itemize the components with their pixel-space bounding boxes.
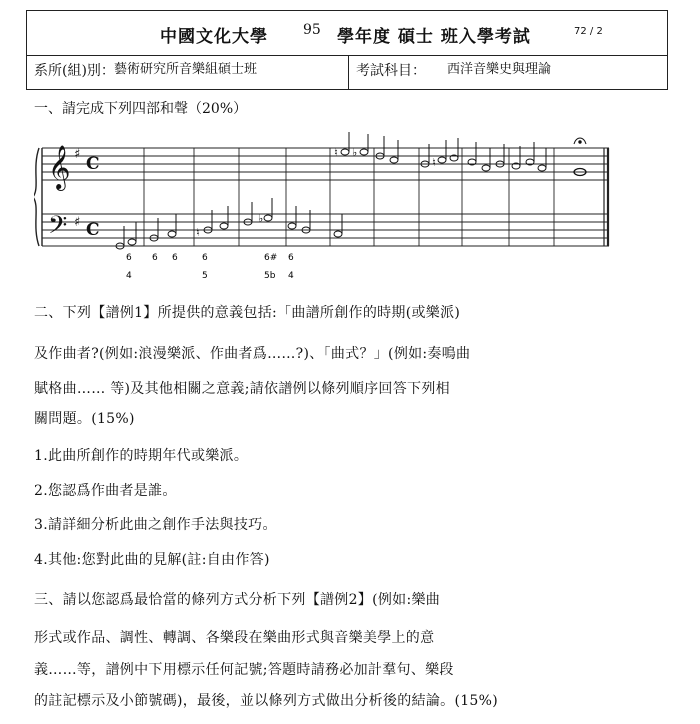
question-2-item: 1.此曲所創作的時期年代或樂派。 [34, 448, 249, 464]
question-2-line: 賦格曲…… 等)及其他相關之意義;請依譜例以條列順序回答下列相 [34, 381, 450, 397]
question-2-item: 4.其他:您對此曲的見解(註:自由作答) [34, 552, 270, 568]
bass-clef-icon: 𝄢 [48, 211, 68, 246]
department-value: 藝術研究所音樂組碩士班 [114, 62, 258, 77]
grand-staff [34, 128, 614, 288]
figured-bass: 6 [152, 253, 158, 263]
academic-year: 95 [303, 22, 321, 38]
question-3-line: 的註記標示及小節號碼)，最後，並以條列方式做出分析後的結論。(15%) [34, 693, 499, 709]
subject-label: 考試科目： [356, 63, 426, 79]
figured-bass: 6 [126, 253, 132, 263]
header-column-divider [348, 55, 349, 89]
key-signature-sharp-icon: ♯ [74, 147, 81, 162]
page-number: 72 / 2 [574, 26, 603, 37]
subject-value: 西洋音樂史與理論 [447, 62, 552, 77]
question-3-line: 義……等，譜例中下用標示任何記號;答題時請務必加計羣句、樂段 [34, 662, 454, 678]
svg-text:♮: ♮ [334, 146, 338, 159]
figured-bass: 6# [264, 253, 278, 263]
header-divider [27, 55, 667, 56]
question-3-line: 三、請以您認爲最恰當的條列方式分析下列【譜例2】(例如:樂曲 [34, 592, 441, 608]
exam-title: 學年度 碩士 班入學考試 [337, 27, 531, 47]
question-1-text: 一、請完成下列四部和聲（20%） [34, 101, 248, 117]
question-2-item: 2.您認爲作曲者是誰。 [34, 483, 177, 499]
figured-bass: 5b [264, 271, 276, 281]
department-label: 系所(組)別： [34, 63, 115, 79]
figured-bass: 6 [288, 253, 294, 263]
common-time-icon: C [86, 220, 100, 240]
svg-text:♭: ♭ [352, 146, 358, 159]
harmony-score [34, 128, 614, 288]
question-2-line: 及作曲者?(例如:浪漫樂派、作曲者爲……?)、「曲式？」(例如:奏鳴曲 [34, 346, 471, 362]
figured-bass: 4 [288, 271, 294, 281]
question-2-line: 二、下列【譜例1】所提供的意義包括:「曲譜所創作的時期(或樂派) [34, 305, 461, 321]
question-3-line: 形式或作品、調性、轉調、各樂段在樂曲形式與音樂美學上的意 [34, 630, 435, 646]
figured-bass: 6 [202, 253, 208, 263]
question-2-line: 關問題。(15%) [34, 411, 135, 427]
figured-bass: 5 [202, 271, 208, 281]
school-name: 中國文化大學 [160, 27, 268, 47]
question-2-item: 3.請詳細分析此曲之創作手法與技巧。 [34, 517, 277, 533]
svg-text:♮: ♮ [432, 156, 436, 169]
treble-melody [334, 132, 586, 176]
svg-text:♮: ♮ [196, 226, 200, 239]
figured-bass: 4 [126, 271, 132, 281]
bass-line [116, 198, 342, 249]
figured-bass: 6 [172, 253, 178, 263]
treble-clef-icon: 𝄞 [48, 145, 71, 189]
svg-text:♭: ♭ [258, 212, 264, 225]
common-time-icon: C [86, 154, 100, 174]
key-signature-sharp-icon: ♯ [74, 215, 81, 230]
